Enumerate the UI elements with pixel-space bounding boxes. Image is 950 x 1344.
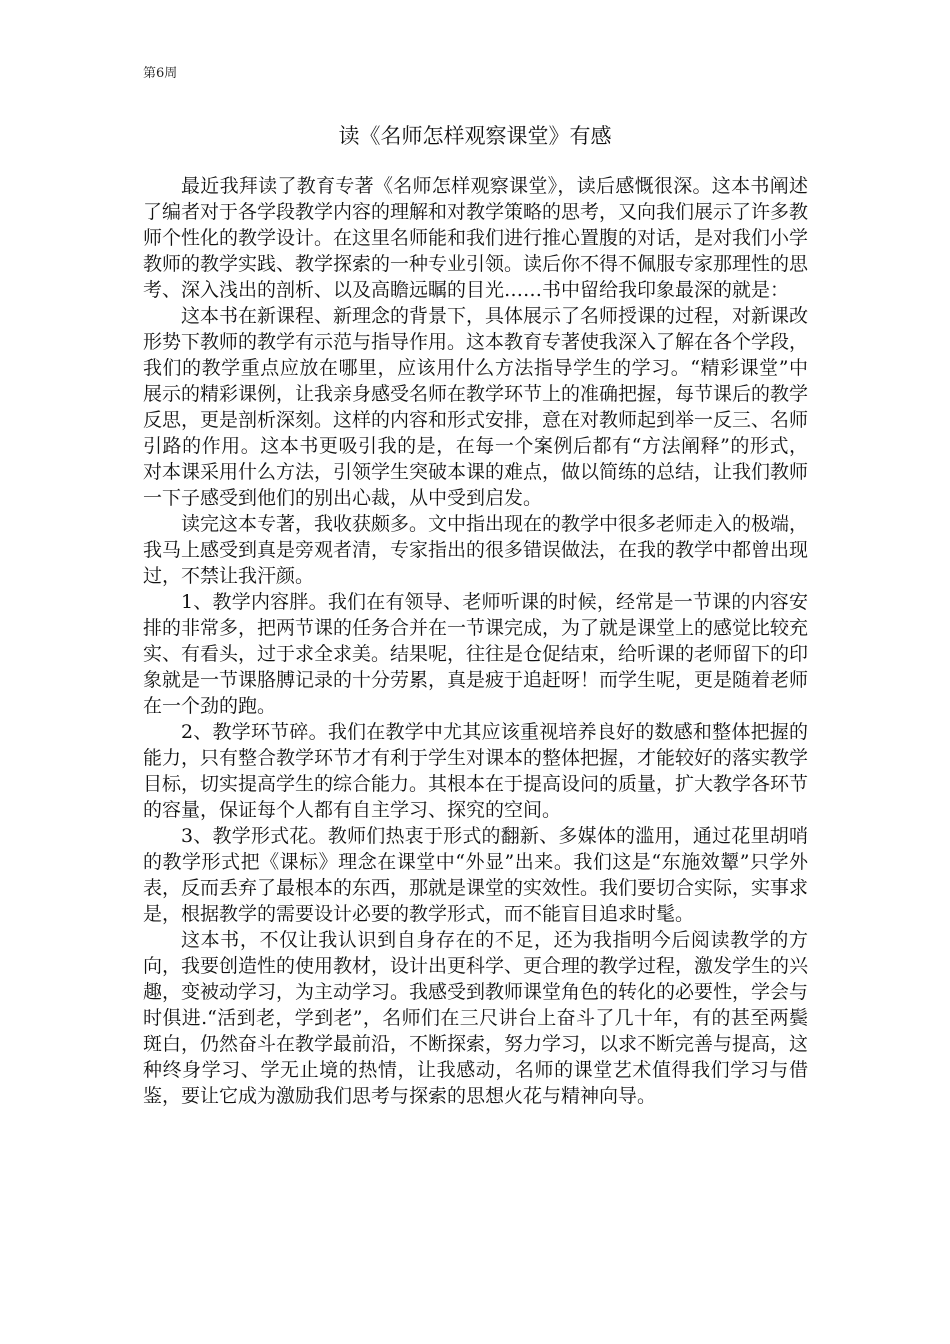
paragraph-intro: 最近我拜读了教育专著《名师怎样观察课堂》，读后感慨很深。这本书阐述了编者对于各学段教学内容的理解和对教学策略的思考，又向我们展示了许多教师个性化的教学设计。在这里名师能和我们进行推心置腹的对话，是对我们小学教师的教学实践、教学探索的一种专业引领。读后你不得不佩服专家那理性的思考、深入浅出的剖析、以及高瞻远瞩的目光……书中留给我印象最深的就是： xyxy=(143,175,809,301)
document-title: 读《名师怎样观察课堂》有感 xyxy=(338,124,612,148)
paragraph-reflection: 读完这本专著，我收获颇多。文中指出现在的教学中很多老师走入的极端，我马上感受到真是旁观者清，专家指出的很多错误做法，在我的教学中都曾出现过，不禁让我汗颜。 xyxy=(143,513,809,587)
paragraph-conclusion: 这本书，不仅让我认识到自身存在的不足，还为我指明今后阅读教学的方向，我要创造性的使用教材，设计出更科学、更合理的教学过程，激发学生的兴趣，变被动学习，为主动学习。我感受到教师课堂角色的转化的必要性，学会与时俱进.“活到老，学到老”，名师们在三尺讲台上奋斗了几十年，有的甚至两鬓斑白，仍然奋斗在教学最前沿，不断探索，努力学习，以求不断完善与提高，这种终身学习、学无止境的热情，让我感动，名师的课堂艺术值得我们学习与借鉴，要让它成为激励我们思考与探索的思想火花与精神向导。 xyxy=(143,929,809,1107)
paragraph-book-overview: 这本书在新课程、新理念的背景下，具体展示了名师授课的过程，对新课改形势下教师的教学有示范与指导作用。这本教育专著使我深入了解在各个学段，我们的教学重点应放在哪里，应该用什么方法指导学生的学习。“精彩课堂”中展示的精彩课例，让我亲身感受名师在教学环节上的准确把握，每节课后的教学反思，更是剖析深刻。这样的内容和形式安排，意在对教师起到举一反三、名师引路的作用。这本书更吸引我的是，在每一个案例后都有“方法阐释”的形式，对本课采用什么方法，引领学生突破本课的难点，做以简练的总结，让我们教师一下子感受到他们的别出心裁，从中受到启发。 xyxy=(143,305,809,509)
paragraph-point-1: 1、教学内容胖。我们在有领导、老师听课的时候，经常是一节课的内容安排的非常多，把两节课的任务合并在一节课完成，为了就是课堂上的感觉比较充实、有看头，过于求全求美。结果呢，往往是仓促结束，给听课的老师留下的印象就是一节课胳膊记录的十分劳累，真是疲于追赶呀！而学生呢，更是随着老师在一个劲的跑。 xyxy=(143,591,809,717)
page-header: 第6周 xyxy=(143,66,178,81)
paragraph-point-3: 3、教学形式花。教师们热衷于形式的翻新、多媒体的滥用，通过花里胡哨的教学形式把《课标》理念在课堂中“外显”出来。我们这是“东施效颦”只学外表，反而丢弃了最根本的东西，那就是课堂的实效性。我们要切合实际，实事求是，根据教学的需要设计必要的教学形式，而不能盲目追求时髦。 xyxy=(143,825,809,925)
document-body xyxy=(143,173,808,1109)
paragraph-point-2: 2、教学环节碎。我们在教学中尤其应该重视培养良好的数感和整体把握的能力，只有整合教学环节才有利于学生对课本的整体把握，才能较好的落实教学目标，切实提高学生的综合能力。其根本在于提高设问的质量，扩大教学各环节的容量，保证每个人都有自主学习、探究的空间。 xyxy=(143,721,809,821)
